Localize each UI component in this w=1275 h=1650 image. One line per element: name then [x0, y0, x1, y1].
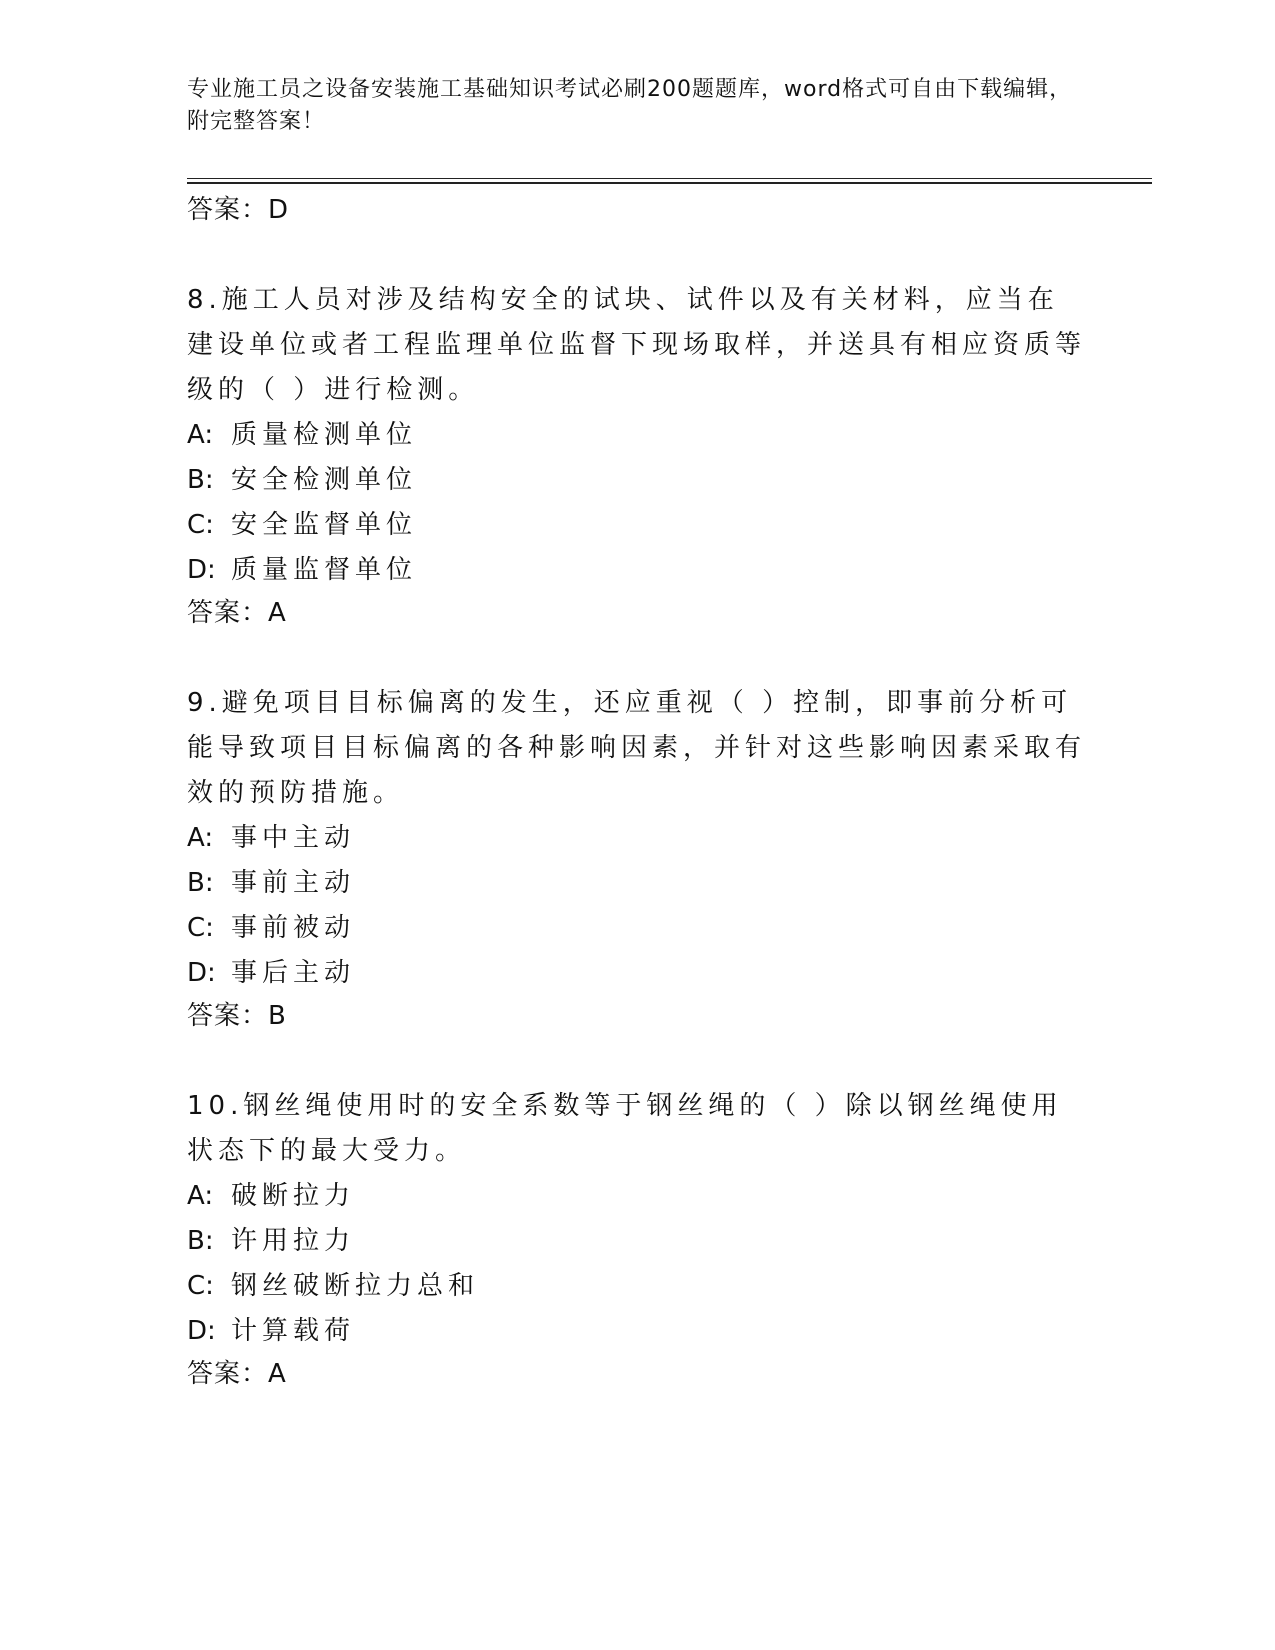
question-text: 10.钢丝绳使用时的安全系数等于钢丝绳的（ ）除以钢丝绳使用状态下的最大受力。	[187, 1091, 1063, 1166]
option-b	[187, 458, 1087, 503]
option-a	[187, 816, 1087, 861]
option-b	[187, 861, 1087, 906]
option-d	[187, 1309, 1087, 1354]
header-rule-thin	[187, 178, 1152, 179]
answer-line: 答案：D	[187, 195, 290, 225]
option-d	[187, 951, 1087, 996]
question-block	[187, 1084, 1087, 1394]
option-text: 事前被动	[231, 913, 356, 943]
option-a	[187, 413, 1087, 458]
question-block	[187, 681, 1087, 1036]
option-key: A:	[187, 1181, 214, 1211]
option-text: 事前主动	[231, 868, 356, 898]
option-text: 计算载荷	[231, 1316, 356, 1346]
answer-line: 答案：A	[187, 598, 287, 628]
option-key: C:	[187, 510, 214, 540]
option-a	[187, 1174, 1087, 1219]
option-c	[187, 503, 1087, 548]
option-c	[187, 1264, 1087, 1309]
question-text: 8.施工人员对涉及结构安全的试块、试件以及有关材料，应当在建设单位或者工程监理单位监督下现场取样，并送具有相应资质等级的（ ）进行检测。	[187, 285, 1087, 405]
option-key: B:	[187, 868, 214, 898]
option-text: 许用拉力	[231, 1226, 356, 1256]
answer-line: 答案：B	[187, 1001, 287, 1031]
option-text: 安全监督单位	[231, 510, 418, 540]
option-b	[187, 1219, 1087, 1264]
option-text: 事中主动	[231, 823, 356, 853]
option-d	[187, 548, 1087, 593]
option-text: 质量监督单位	[231, 555, 418, 585]
option-text: 破断拉力	[231, 1181, 356, 1211]
option-text: 安全检测单位	[231, 465, 418, 495]
option-key: C:	[187, 1271, 214, 1301]
question-text: 9.避免项目目标偏离的发生，还应重视（ ）控制，即事前分析可能导致项目目标偏离的各种影响因素，并针对这些影响因素采取有效的预防措施。	[187, 688, 1087, 808]
option-key: D:	[187, 1316, 216, 1346]
option-key: B:	[187, 1226, 214, 1256]
option-text: 事后主动	[231, 958, 356, 988]
option-key: D:	[187, 958, 216, 988]
option-key: B:	[187, 465, 214, 495]
option-key: A:	[187, 823, 214, 853]
document-body	[187, 190, 1087, 1394]
header-rule-thick	[187, 182, 1152, 184]
option-key: A:	[187, 420, 214, 450]
question-block	[187, 278, 1087, 633]
option-key: D:	[187, 555, 216, 585]
option-c	[187, 906, 1087, 951]
answer-line: 答案：A	[187, 1359, 287, 1389]
page-header: 专业施工员之设备安装施工基础知识考试必刷200题题库，word格式可自由下载编辑，附完整答案！	[187, 77, 1073, 134]
option-text: 质量检测单位	[231, 420, 418, 450]
option-text: 钢丝破断拉力总和	[231, 1271, 480, 1301]
option-key: C:	[187, 913, 214, 943]
